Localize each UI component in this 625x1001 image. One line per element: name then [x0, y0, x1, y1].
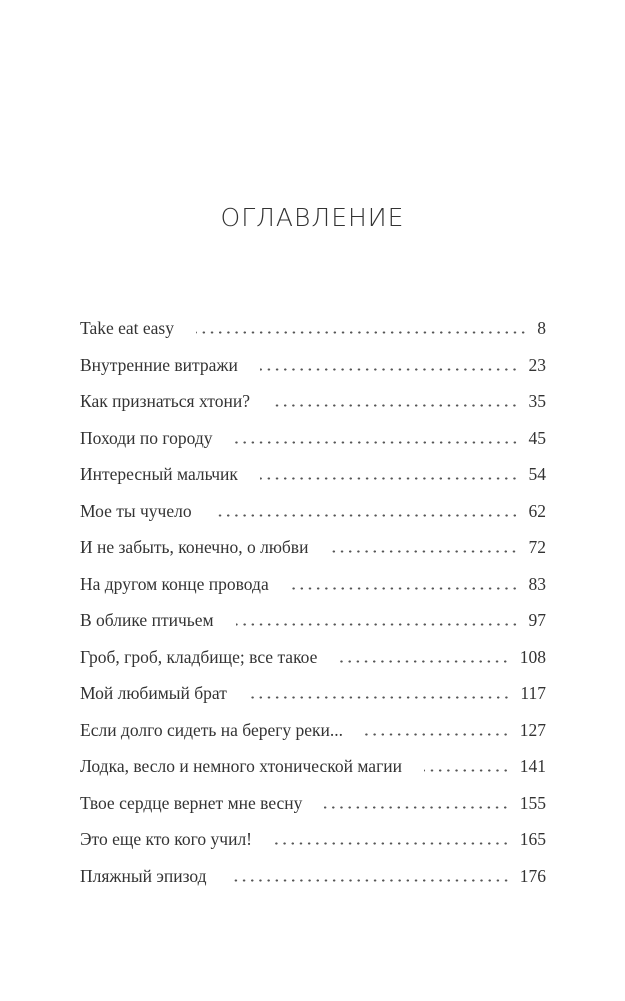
- toc-entry-title: Твое сердце вернет мне весну: [80, 792, 303, 813]
- page-title: ОГЛАВЛЕНИЕ: [220, 203, 405, 232]
- toc-entry: [80, 829, 546, 866]
- toc-entry-title: Если долго сидеть на берегу реки...: [80, 719, 344, 740]
- toc-entry-page: 176: [519, 865, 546, 886]
- toc-entry-page: 97: [528, 610, 546, 630]
- toc-entry-title: На другом конце провода: [80, 573, 269, 594]
- toc-entry-page: 141: [519, 756, 546, 776]
- dot-leader: [260, 368, 519, 371]
- toc-entry-page: 35: [528, 391, 546, 411]
- toc-entry: [80, 464, 546, 501]
- toc-entry-title: Лодка, весло и немного хтонической магии: [80, 756, 402, 776]
- toc-entry-page: 72: [528, 537, 546, 557]
- dot-leader: [330, 550, 518, 553]
- toc-entry-title: Интересный мальчик: [80, 464, 238, 484]
- dot-leader: [229, 879, 510, 882]
- dot-leader: [365, 733, 510, 736]
- toc-entry-title: Это еще кто кого учил!: [80, 829, 253, 849]
- toc-entry-title: В облике птичьем: [80, 610, 214, 630]
- toc-entry-title: Гроб, гроб, кладбище; все такое: [80, 646, 318, 667]
- toc-entry: [80, 574, 546, 611]
- toc-entry: [80, 793, 546, 830]
- toc-entry-page: 62: [528, 500, 546, 521]
- toc-entry-page: 155: [519, 792, 546, 813]
- dot-leader: [424, 769, 510, 772]
- toc-entry-title: Походи по городу: [80, 427, 213, 448]
- toc-entry: [80, 355, 546, 392]
- toc-entry-title: И не забыть, конечно, о любви: [80, 537, 309, 557]
- toc-entry-page: 117: [520, 683, 546, 703]
- toc-entry: [80, 610, 546, 647]
- toc-entry-page: 54: [528, 464, 546, 484]
- toc-entry: [80, 756, 546, 793]
- toc-entry-page: 108: [519, 646, 546, 667]
- dot-leader: [291, 587, 519, 590]
- toc-entry-page: 165: [519, 829, 546, 849]
- toc-entry-title: Как признаться хтони?: [80, 391, 250, 411]
- toc-entry: [80, 647, 546, 684]
- toc-entry-page: 83: [528, 573, 546, 594]
- toc-entry: [80, 428, 546, 465]
- toc-entry-title: Пляжный эпизод: [80, 865, 207, 886]
- dot-leader: [236, 623, 519, 626]
- toc-entry-page: 45: [528, 427, 546, 448]
- toc-entry-page: 8: [537, 318, 546, 338]
- toc-entry-title: Мой любимый брат: [80, 683, 227, 703]
- toc-entry: [80, 318, 546, 355]
- dot-leader: [260, 477, 519, 480]
- toc-entry-page: 23: [528, 354, 546, 375]
- table-of-contents: [80, 318, 546, 902]
- toc-entry: [80, 391, 546, 428]
- toc-entry-page: 127: [519, 719, 546, 740]
- toc-entry: [80, 537, 546, 574]
- toc-entry: [80, 683, 546, 720]
- dot-leader: [196, 331, 527, 334]
- toc-entry-title: Take eat easy: [80, 318, 174, 338]
- dot-leader: [339, 660, 509, 663]
- toc-entry-title: Мое ты чучело: [80, 500, 192, 521]
- toc-entry: [80, 866, 546, 903]
- dot-leader: [214, 514, 519, 517]
- dot-leader: [249, 696, 511, 699]
- toc-entry: [80, 720, 546, 757]
- dot-leader: [235, 441, 519, 444]
- dot-leader: [324, 806, 509, 809]
- toc-entry: [80, 501, 546, 538]
- toc-entry-title: Внутренние витражи: [80, 354, 238, 375]
- dot-leader: [272, 404, 519, 407]
- dot-leader: [274, 842, 510, 845]
